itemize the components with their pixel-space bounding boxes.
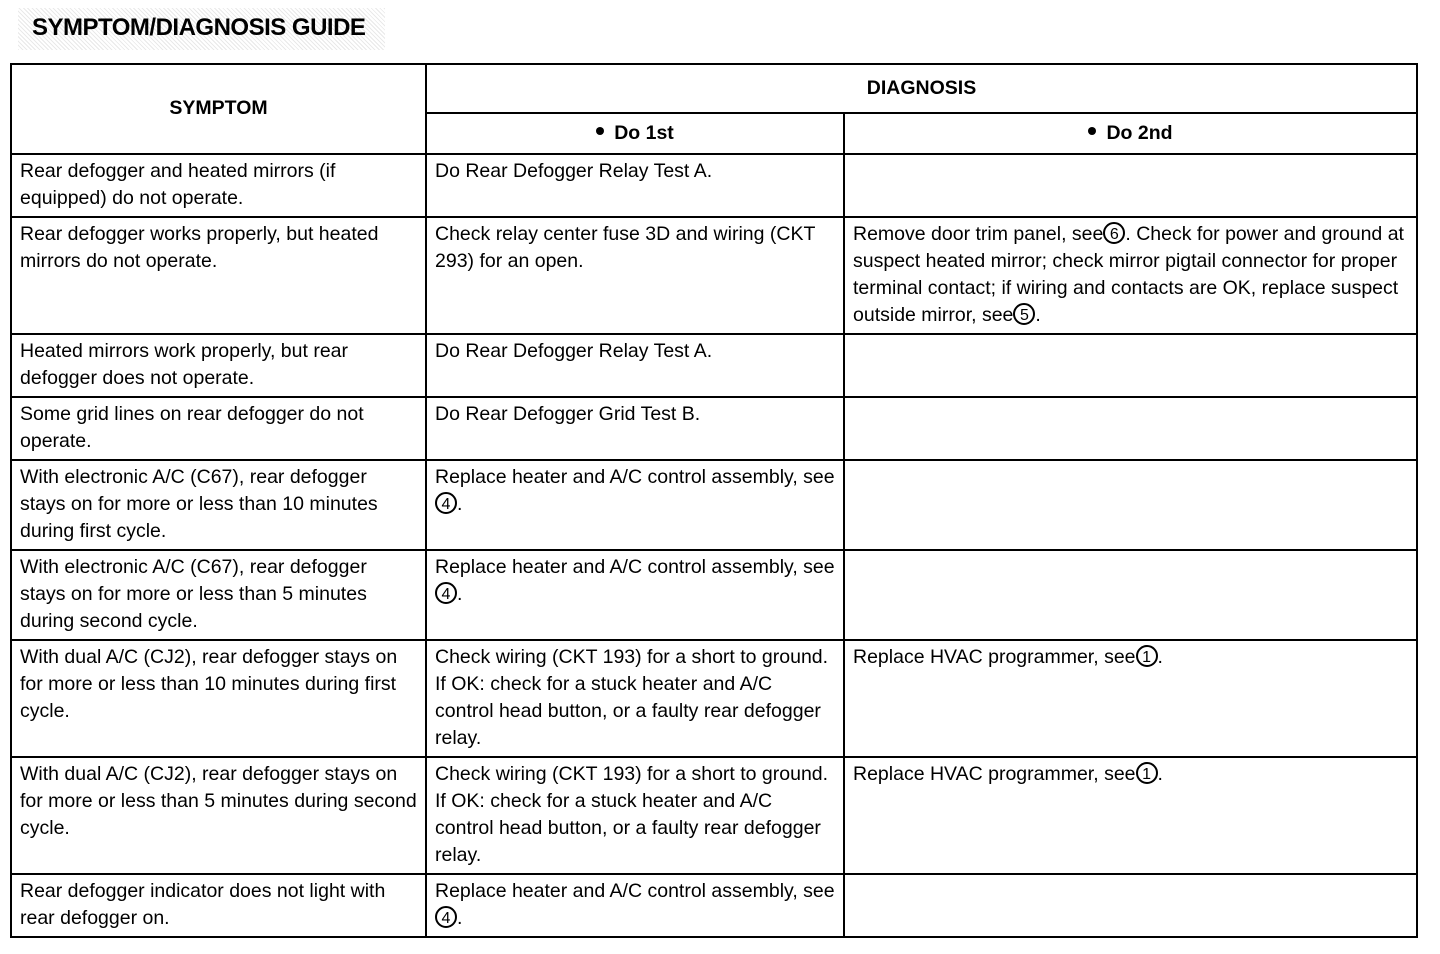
do-second-cell	[844, 397, 1417, 460]
symptom-cell: With electronic A/C (C67), rear defogger stays on for more or less than 5 minutes during second cycle.	[11, 550, 426, 640]
do-first-text: Check relay center fuse 3D and wiring (CKT 293) for an open.	[435, 223, 816, 272]
do-first-text: Replace heater and A/C control assembly, see	[435, 466, 835, 488]
do-first-cell	[426, 397, 844, 460]
do-first-tail: .	[457, 493, 463, 515]
table-row	[11, 217, 1417, 334]
do-second-cell	[844, 550, 1417, 640]
symptom-cell: With dual A/C (CJ2), rear defogger stays on for more or less than 10 minutes during first cycle.	[11, 640, 426, 757]
symptom-cell: Heated mirrors work properly, but rear defogger does not operate.	[11, 334, 426, 397]
table-body	[11, 154, 1417, 937]
page-title: SYMPTOM/DIAGNOSIS GUIDE	[18, 8, 385, 50]
symptom-cell: Rear defogger and heated mirrors (if equipped) do not operate.	[11, 154, 426, 217]
table-row	[11, 397, 1417, 460]
bullet-icon	[1088, 127, 1096, 135]
do-first-header	[426, 113, 844, 154]
do-second-cell	[844, 460, 1417, 550]
symptom-cell: With dual A/C (CJ2), rear defogger stays on for more or less than 5 minutes during second cycle.	[11, 757, 426, 874]
do-first-cell	[426, 640, 844, 757]
do-first-label: Do 1st	[614, 121, 674, 144]
diagnosis-header: DIAGNOSIS	[426, 64, 1417, 113]
do-second-text: Remove door trim panel, see	[853, 223, 1104, 245]
do-second-tail: .	[1157, 763, 1163, 785]
reference-number-icon: 5	[1013, 303, 1035, 325]
do-second-cell	[844, 217, 1417, 334]
do-first-cell	[426, 460, 844, 550]
do-first-cell	[426, 757, 844, 874]
table-row	[11, 154, 1417, 217]
do-second-cell	[844, 874, 1417, 937]
do-second-cell	[844, 757, 1417, 874]
reference-number-icon: 1	[1136, 762, 1158, 784]
symptom-cell: With electronic A/C (C67), rear defogger stays on for more or less than 10 minutes during first cycle.	[11, 460, 426, 550]
table-row	[11, 550, 1417, 640]
do-first-text: Replace heater and A/C control assembly, see	[435, 880, 835, 902]
reference-number-icon: 4	[435, 492, 457, 514]
do-first-cell	[426, 874, 844, 937]
do-first-text: Replace heater and A/C control assembly, see	[435, 556, 835, 578]
do-second-cell	[844, 640, 1417, 757]
table-row	[11, 874, 1417, 937]
table-row	[11, 334, 1417, 397]
do-second-header	[844, 113, 1417, 154]
symptom-cell: Rear defogger indicator does not light with rear defogger on.	[11, 874, 426, 937]
do-first-cell	[426, 550, 844, 640]
do-first-cell	[426, 154, 844, 217]
do-second-text-2: . Check for power and ground at suspect heated mirror; check mirror pigtail connector for proper terminal contact; if wiring and contacts are OK, replace suspect outside mirror, see	[853, 223, 1404, 326]
bullet-icon	[596, 127, 604, 135]
do-first-text: Do Rear Defogger Relay Test A.	[435, 340, 713, 362]
do-second-text: Replace HVAC programmer, see	[853, 646, 1136, 668]
do-second-cell	[844, 334, 1417, 397]
reference-number-icon: 4	[435, 906, 457, 928]
do-second-text: Replace HVAC programmer, see	[853, 763, 1136, 785]
do-first-cell	[426, 334, 844, 397]
reference-number-icon: 1	[1136, 645, 1158, 667]
do-second-cell	[844, 154, 1417, 217]
do-first-text: Check wiring (CKT 193) for a short to ground. If OK: check for a stuck heater and A/C control head button, or a faulty rear defogger relay.	[435, 646, 829, 749]
table-row	[11, 757, 1417, 874]
symptom-diagnosis-table	[10, 63, 1418, 938]
do-first-text: Do Rear Defogger Relay Test A.	[435, 160, 713, 182]
table-row	[11, 640, 1417, 757]
reference-number-icon: 6	[1103, 222, 1125, 244]
do-first-text: Check wiring (CKT 193) for a short to ground. If OK: check for a stuck heater and A/C control head button, or a faulty rear defogger relay.	[435, 763, 829, 866]
do-second-tail: .	[1157, 646, 1163, 668]
symptom-cell: Some grid lines on rear defogger do not operate.	[11, 397, 426, 460]
do-first-text: Do Rear Defogger Grid Test B.	[435, 403, 701, 425]
symptom-cell: Rear defogger works properly, but heated mirrors do not operate.	[11, 217, 426, 334]
table-row	[11, 460, 1417, 550]
do-second-label: Do 2nd	[1106, 121, 1173, 144]
do-first-tail: .	[457, 583, 463, 605]
reference-number-icon: 4	[435, 582, 457, 604]
symptom-header: SYMPTOM	[11, 64, 426, 154]
do-first-cell	[426, 217, 844, 334]
do-first-tail: .	[457, 907, 463, 929]
do-second-tail: .	[1035, 304, 1041, 326]
